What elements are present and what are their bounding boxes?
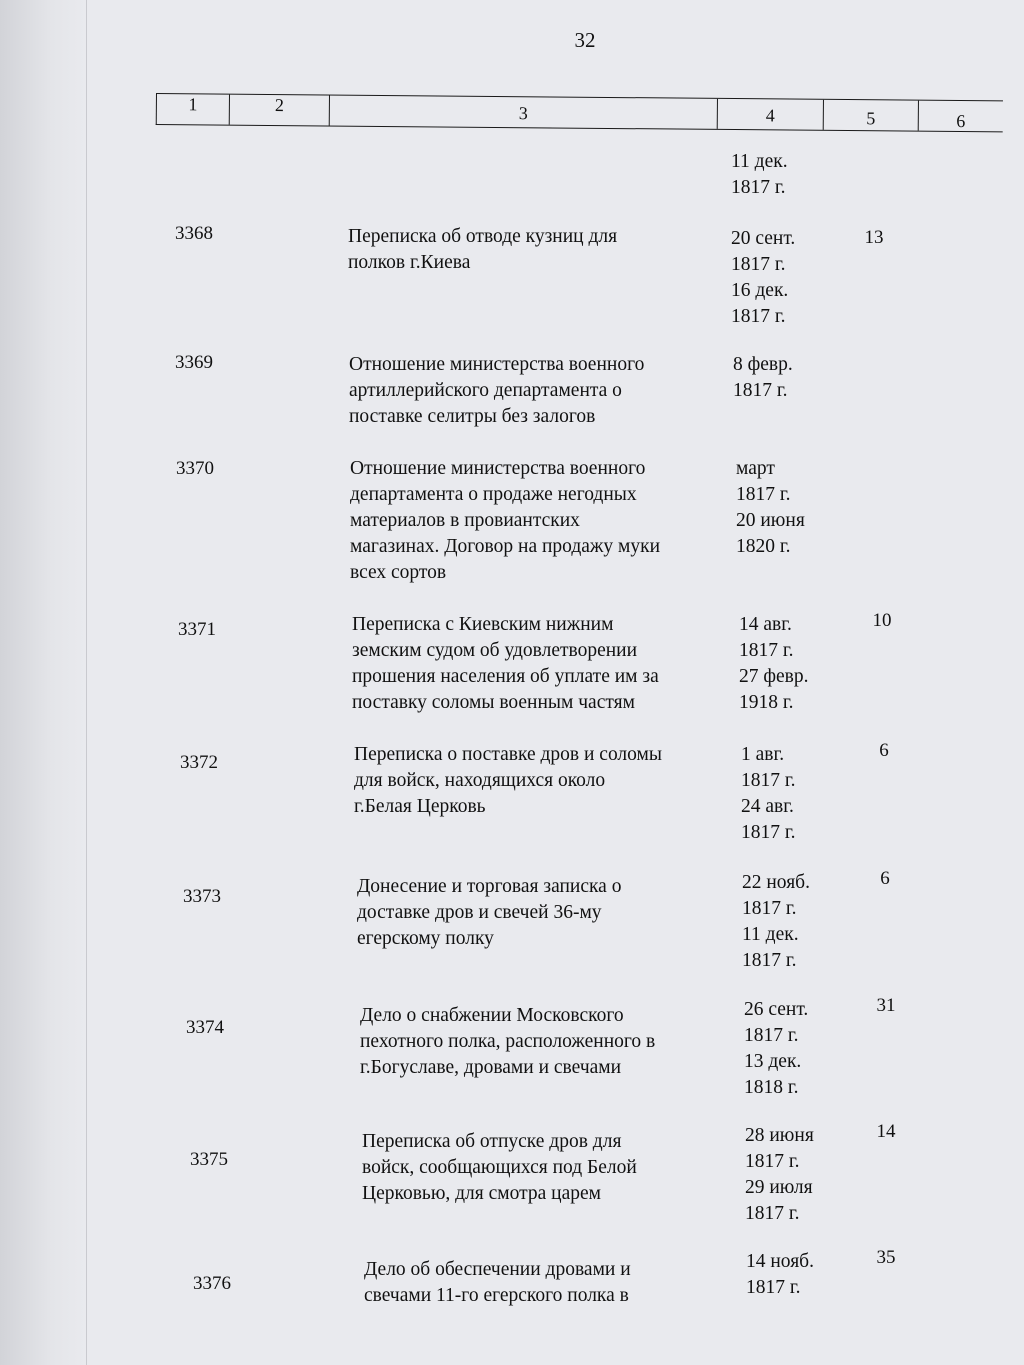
title-line: Церковью, для смотра царем — [362, 1183, 601, 1204]
title-line: пехотного полка, расположенного в — [360, 1031, 656, 1052]
header-col-3: 3 — [330, 96, 718, 129]
date-line: 11 дек. — [731, 151, 788, 172]
date-range — [736, 456, 856, 560]
record-title — [352, 612, 732, 716]
header-col-4: 4 — [718, 99, 824, 130]
sheet-count: 13 — [864, 227, 884, 248]
title-line: Переписка с Киевским нижним — [352, 614, 614, 635]
title-line: материалов в провиантских — [350, 510, 580, 531]
title-line: земским судом об удовлетворении — [352, 640, 638, 661]
title-line: егерскому полку — [357, 928, 494, 949]
title-line: полков г.Киева — [348, 252, 471, 273]
date-range — [744, 997, 864, 1101]
date-line: 1817 г. — [742, 898, 797, 919]
title-line: свечами 11-го егерского полка в — [364, 1285, 629, 1306]
date-line: 1817 г. — [731, 177, 786, 198]
date-line: 20 сент. — [731, 228, 796, 249]
record-title — [364, 1257, 744, 1309]
record-title — [362, 1129, 742, 1207]
record-number: 3376 — [193, 1273, 231, 1294]
date-line: 13 дек. — [744, 1051, 802, 1072]
date-line: 14 авг. — [739, 614, 792, 635]
date-line: 1817 г. — [745, 1151, 800, 1172]
date-line: 1817 г. — [745, 1203, 800, 1224]
sheet-count: 35 — [876, 1247, 896, 1268]
title-line: Отношение министерства военного — [350, 458, 646, 479]
record-number: 3370 — [176, 458, 214, 479]
date-line: 1820 г. — [736, 536, 791, 557]
date-range — [741, 742, 861, 846]
date-line: 1817 г. — [731, 254, 786, 275]
date-line: 1817 г. — [744, 1025, 799, 1046]
date-range — [733, 352, 853, 404]
sheet-count: 6 — [880, 868, 890, 889]
date-range — [746, 1249, 866, 1301]
date-line: 22 нояб. — [742, 872, 810, 893]
date-line: 29 июля — [745, 1177, 813, 1198]
date-line: 1817 г. — [742, 950, 797, 971]
title-line: Донесение и торговая записка о — [357, 876, 622, 897]
date-line: 1817 г. — [731, 306, 786, 327]
date-range — [739, 612, 859, 716]
record-title — [360, 1003, 740, 1081]
date-line: 26 сент. — [744, 999, 809, 1020]
sheet-count: 10 — [872, 610, 892, 631]
date-line: 11 дек. — [742, 924, 799, 945]
title-line: поставку соломы военным частям — [352, 692, 635, 713]
record-number: 3368 — [175, 223, 213, 244]
date-line: 1 авг. — [741, 744, 785, 765]
header-col-2: 2 — [230, 95, 330, 126]
title-line: войск, сообщающихся под Белой — [362, 1157, 637, 1178]
date-range — [731, 149, 851, 201]
record-number: 3372 — [180, 752, 218, 773]
date-line: 1817 г. — [741, 770, 796, 791]
date-line: март — [736, 458, 775, 479]
title-line: артиллерийского департамента о — [349, 380, 622, 401]
sheet-count: 14 — [876, 1121, 896, 1142]
header-col-1: 1 — [157, 94, 230, 125]
title-line: Переписка об отпуске дров для — [362, 1131, 622, 1152]
date-line: 1817 г. — [733, 380, 788, 401]
header-col-6: 6 — [956, 110, 966, 132]
title-line: Переписка об отводе кузниц для — [348, 226, 618, 247]
record-title — [348, 224, 728, 276]
date-line: 28 июня — [745, 1125, 814, 1146]
date-line: 8 февр. — [733, 354, 793, 375]
title-line: прошения населения об уплате им за — [352, 666, 659, 687]
page-number: 32 — [574, 28, 596, 52]
sheet-count: 6 — [879, 740, 889, 761]
title-line: магазинах. Договор на продажу муки — [350, 536, 661, 557]
title-line: всех сортов — [350, 562, 447, 583]
title-line: поставке селитры без залогов — [349, 406, 596, 427]
title-line: департамента о продаже негодных — [350, 484, 637, 505]
header-col-5: 5 — [824, 100, 919, 131]
record-title — [357, 874, 737, 952]
title-line: Дело о снабжении Московского — [360, 1005, 624, 1026]
record-number: 3373 — [183, 886, 221, 907]
date-line: 1817 г. — [746, 1277, 801, 1298]
title-line: Переписка о поставке дров и соломы — [354, 744, 662, 765]
table-header-row — [156, 93, 1003, 132]
date-line: 16 дек. — [731, 280, 789, 301]
date-range — [742, 870, 862, 974]
title-line: г.Богуславе, дровами и свечами — [360, 1057, 622, 1078]
title-line: для войск, находящихся около — [354, 770, 606, 791]
date-line: 24 авг. — [741, 796, 794, 817]
date-range — [745, 1123, 865, 1227]
record-number: 3371 — [178, 619, 216, 640]
record-title — [354, 742, 734, 820]
record-number: 3369 — [175, 352, 213, 373]
title-line: Дело об обеспечении дровами и — [364, 1259, 631, 1280]
record-number: 3375 — [190, 1149, 228, 1170]
title-line: г.Белая Церковь — [354, 796, 486, 817]
date-range — [731, 226, 851, 330]
date-line: 20 июня — [736, 510, 805, 531]
sheet-count: 31 — [876, 995, 896, 1016]
date-line: 1817 г. — [739, 640, 794, 661]
title-line: Отношение министерства военного — [349, 354, 645, 375]
date-line: 1817 г. — [736, 484, 791, 505]
record-number: 3374 — [186, 1017, 224, 1038]
title-line: доставке дров и свечей 36-му — [357, 902, 602, 923]
date-line: 27 февр. — [739, 666, 809, 687]
record-title — [350, 456, 730, 586]
date-line: 1918 г. — [739, 692, 794, 713]
record-title — [349, 352, 729, 430]
date-line: 14 нояб. — [746, 1251, 814, 1272]
date-line: 1818 г. — [744, 1077, 799, 1098]
date-line: 1817 г. — [741, 822, 796, 843]
book-gutter — [0, 0, 87, 1365]
